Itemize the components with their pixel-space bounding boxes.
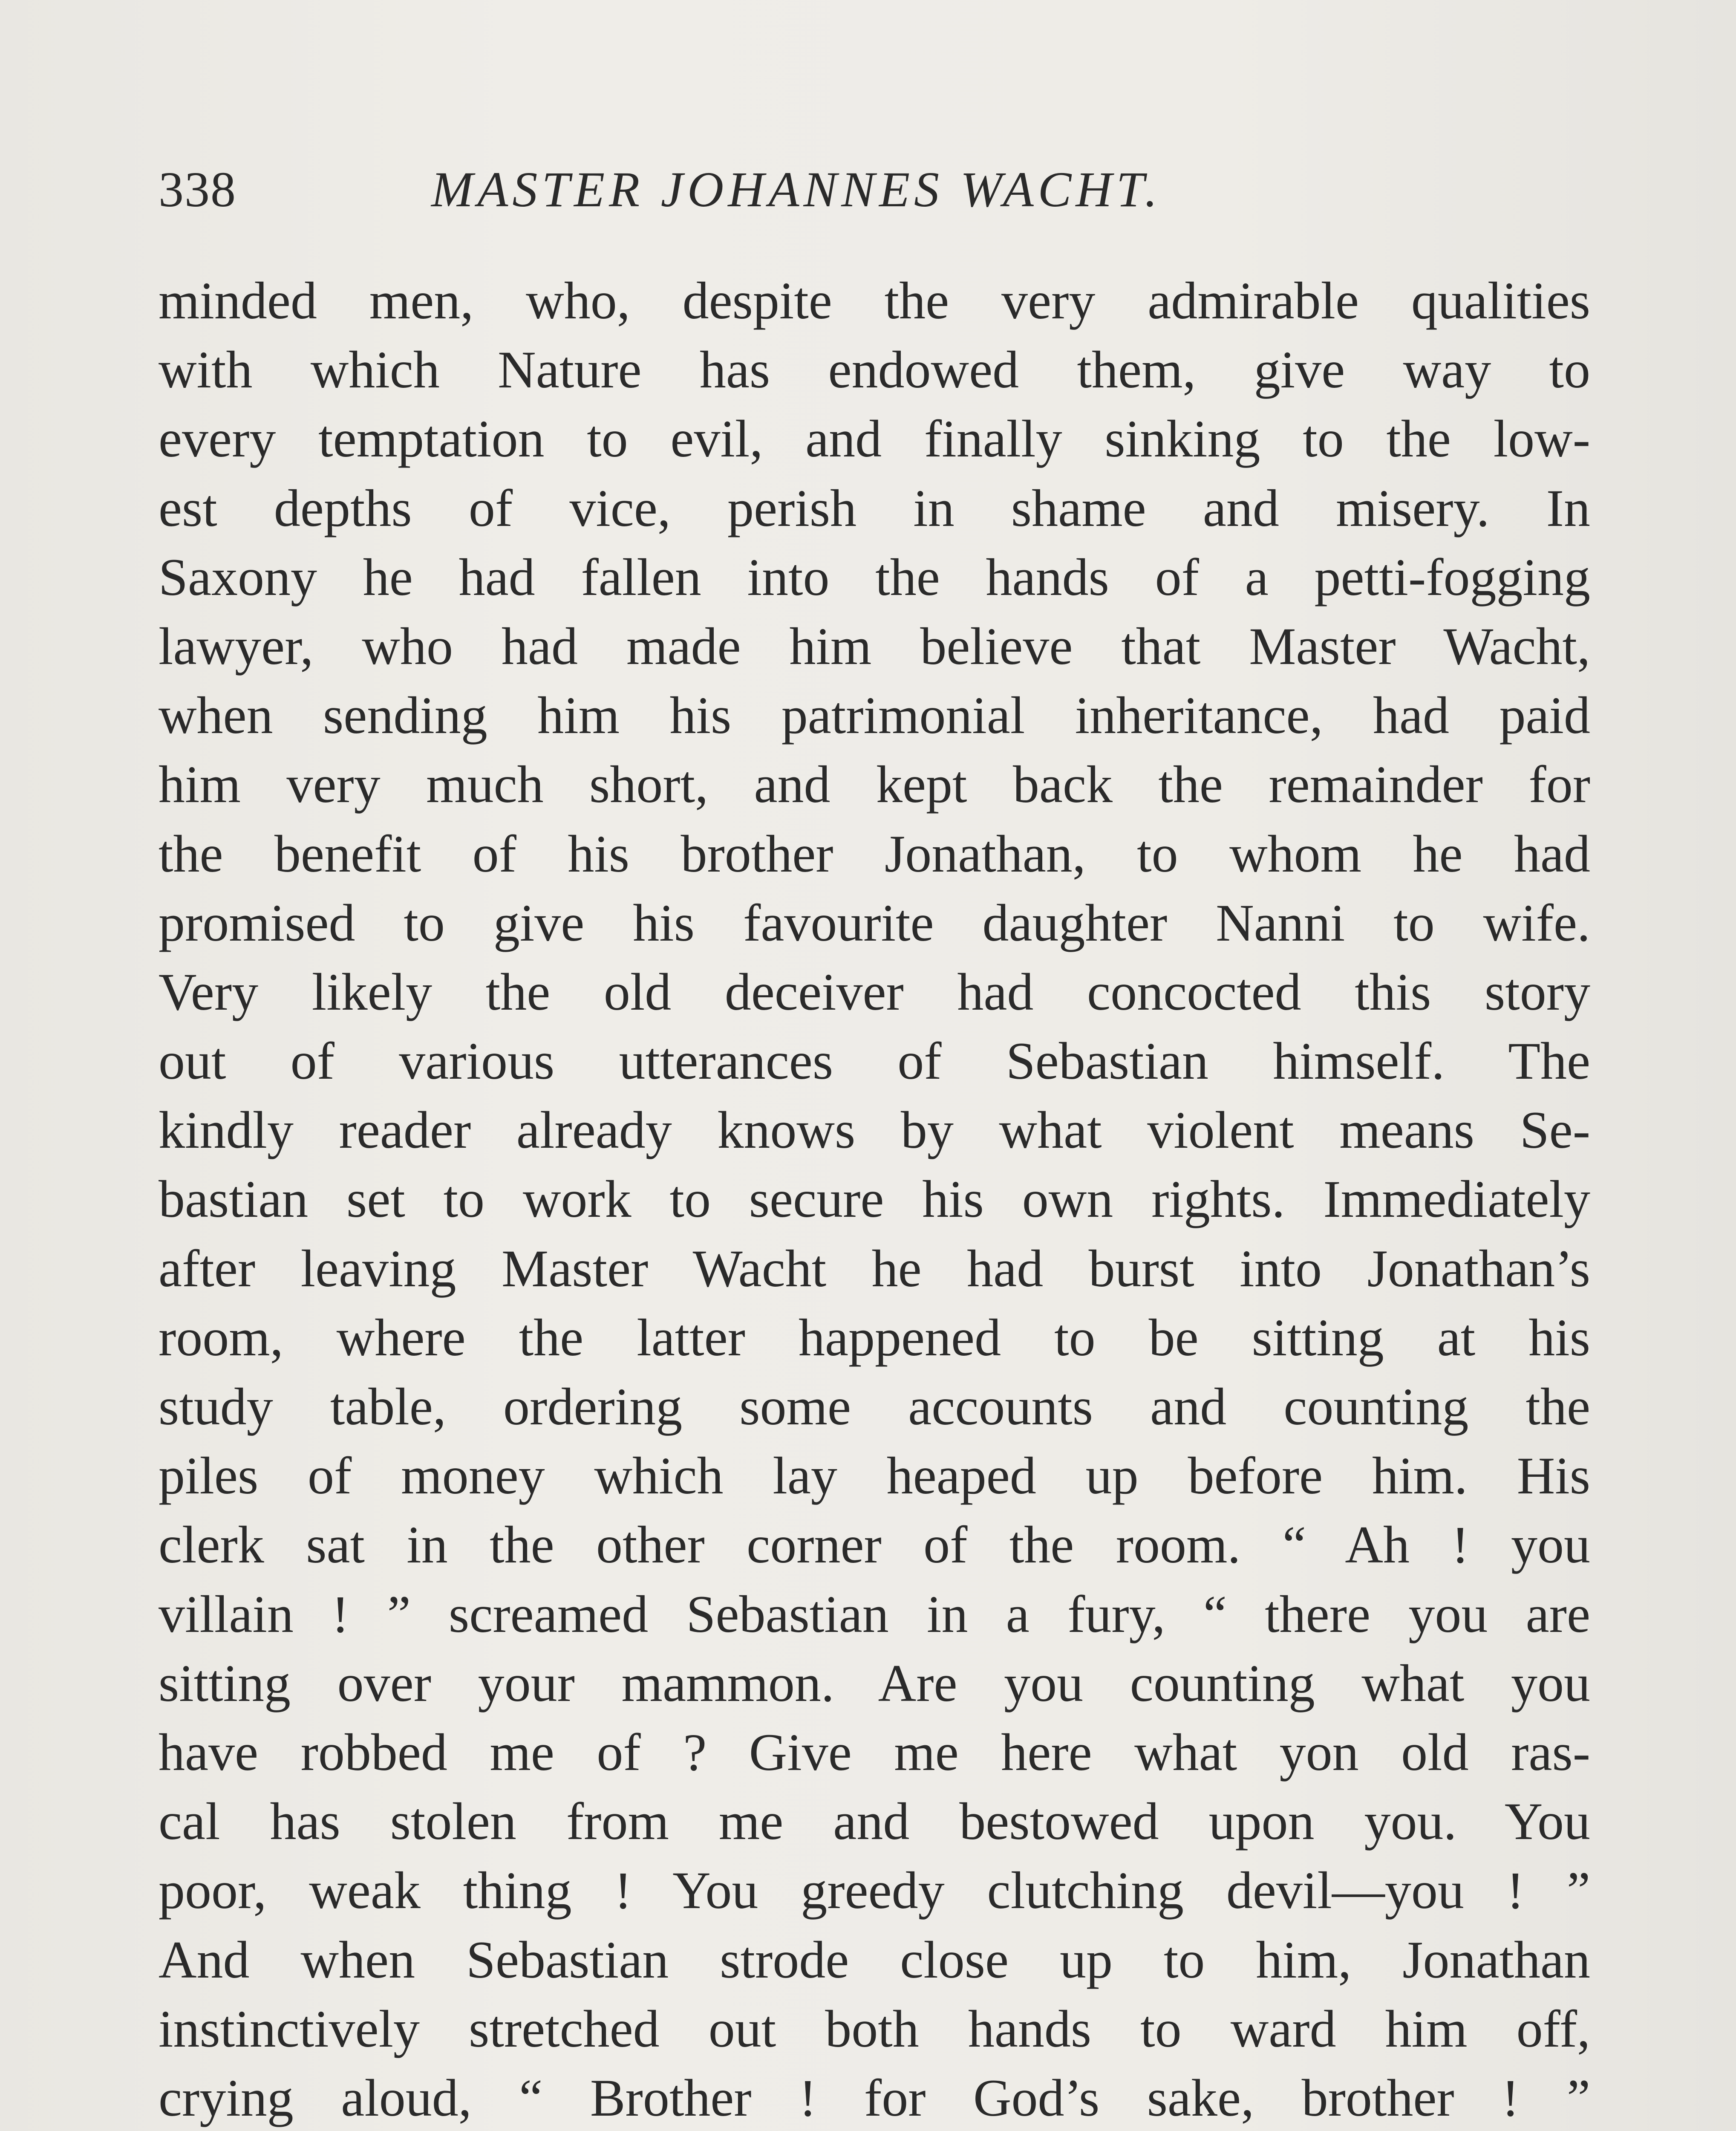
- text-line: him very much short, and kept back the remainder for: [159, 755, 1590, 814]
- text-line: study table, ordering some accounts and counting the: [159, 1377, 1590, 1436]
- text-line: promised to give his favourite daughter Nanni to wife.: [159, 893, 1590, 952]
- text-line: out of various utterances of Sebastian himself. The: [159, 1032, 1590, 1091]
- text-line: cal has stolen from me and bestowed upon you. You: [159, 1792, 1590, 1851]
- text-line: bastian set to work to secure his own rights. Immediately: [159, 1170, 1590, 1229]
- text-line: est depths of vice, perish in shame and misery. In: [159, 479, 1590, 537]
- page-header-title: MASTER JOHANNES WACHT.: [431, 162, 1162, 217]
- text-line: room, where the latter happened to be sitting at his: [159, 1308, 1590, 1367]
- text-line: every temptation to evil, and finally sinking to the low-: [159, 410, 1590, 468]
- text-line: crying aloud, “ Brother ! for God’s sake, brother ! ”: [159, 2068, 1590, 2127]
- text-line: Very likely the old deceiver had concocted this story: [159, 962, 1590, 1021]
- text-line: when sending him his patrimonial inheritance, had paid: [159, 686, 1590, 745]
- text-line: sitting over your mammon. Are you counting what you: [159, 1654, 1590, 1712]
- text-line: clerk sat in the other corner of the room. “ Ah ! you: [159, 1516, 1590, 1574]
- text-line: poor, weak thing ! You greedy clutching devil—you ! ”: [159, 1861, 1590, 1920]
- text-line: kindly reader already knows by what violent means Se-: [159, 1101, 1590, 1160]
- text-line: after leaving Master Wacht he had burst into Jonathan’s: [159, 1239, 1590, 1298]
- text-line: instinctively stretched out both hands to ward him off,: [159, 1999, 1590, 2058]
- text-line: And when Sebastian strode close up to him, Jonathan: [159, 1930, 1590, 1989]
- text-line: the benefit of his brother Jonathan, to whom he had: [159, 824, 1590, 883]
- text-line: lawyer, who had made him believe that Master Wacht,: [159, 617, 1590, 676]
- page-number: 338: [159, 162, 236, 217]
- running-head: [159, 158, 1590, 234]
- text-body: [159, 266, 1590, 2131]
- text-line: villain ! ” screamed Sebastian in a fury, “ there you are: [159, 1585, 1590, 1643]
- text-line: piles of money which lay heaped up before him. His: [159, 1447, 1590, 1505]
- text-line: with which Nature has endowed them, give way to: [159, 341, 1590, 399]
- text-line: minded men, who, despite the very admirable qualities: [159, 271, 1590, 330]
- text-line: Saxony he had fallen into the hands of a petti-fogging: [159, 548, 1590, 606]
- text-line: have robbed me of ? Give me here what yon old ras-: [159, 1723, 1590, 1782]
